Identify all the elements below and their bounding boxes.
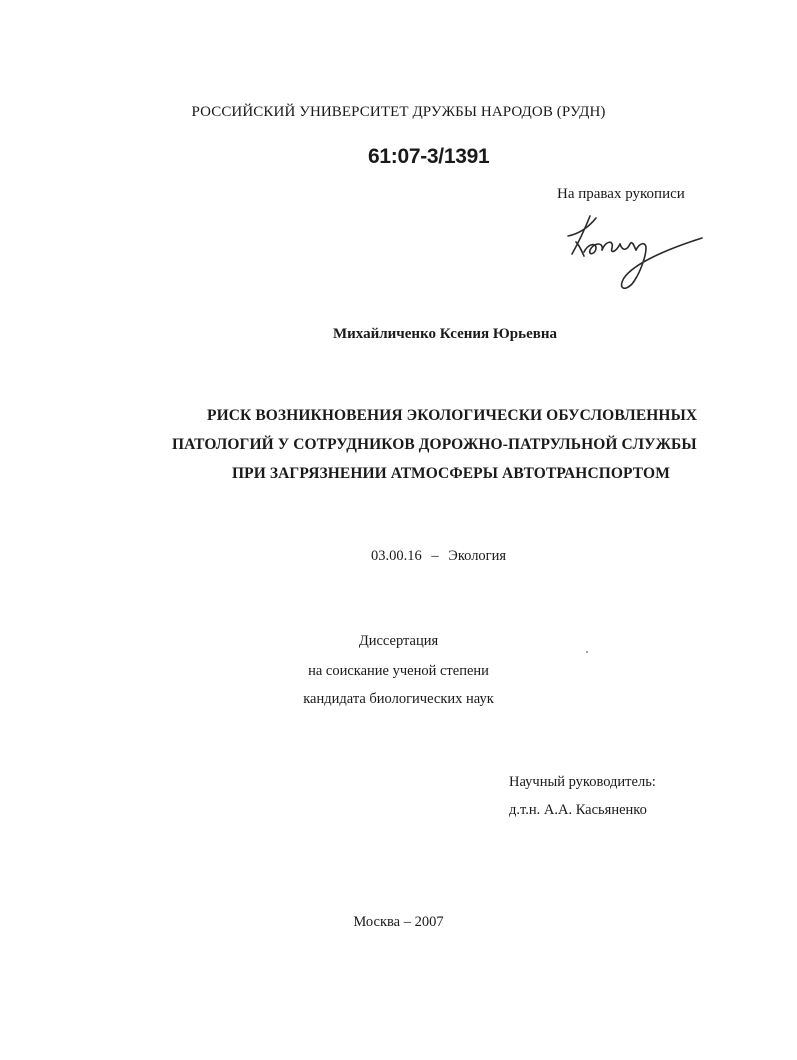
dissertation-title-line-1: РИСК ВОЗНИКНОВЕНИЯ ЭКОЛОГИЧЕСКИ ОБУСЛОВЛЕННЫХ: [207, 407, 698, 424]
supervisor-label: Научный руководитель:: [509, 774, 656, 790]
specialty-separator: –: [431, 548, 439, 564]
specialty-code: 03.00.16: [371, 548, 422, 564]
degree-line-3: кандидата биологических наук: [303, 691, 494, 707]
manuscript-rights-note: На правах рукописи: [557, 186, 685, 202]
specialty: [371, 548, 506, 565]
dissertation-title-line-2: ПАТОЛОГИЙ У СОТРУДНИКОВ ДОРОЖНО-ПАТРУЛЬНОЙ СЛУЖБЫ: [172, 436, 697, 453]
degree-line-2: на соискание ученой степени: [308, 663, 489, 679]
city-year: Москва – 2007: [353, 914, 444, 930]
dissertation-title-line-3: ПРИ ЗАГРЯЗНЕНИИ АТМОСФЕРЫ АВТОТРАНСПОРТОМ: [232, 465, 670, 482]
degree-line-1: Диссертация: [358, 633, 439, 649]
catalog-number: 61:07-3/1391: [368, 145, 490, 168]
university-name: РОССИЙСКИЙ УНИВЕРСИТЕТ ДРУЖБЫ НАРОДОВ (РУДН): [191, 104, 606, 120]
specialty-name: Экология: [448, 548, 507, 564]
scan-speck: [586, 651, 588, 653]
author-name: Михайличенко Ксения Юрьевна: [333, 326, 557, 342]
supervisor-name: д.т.н. А.А. Касьяненко: [509, 802, 647, 818]
handwritten-signature-icon: [562, 212, 712, 294]
